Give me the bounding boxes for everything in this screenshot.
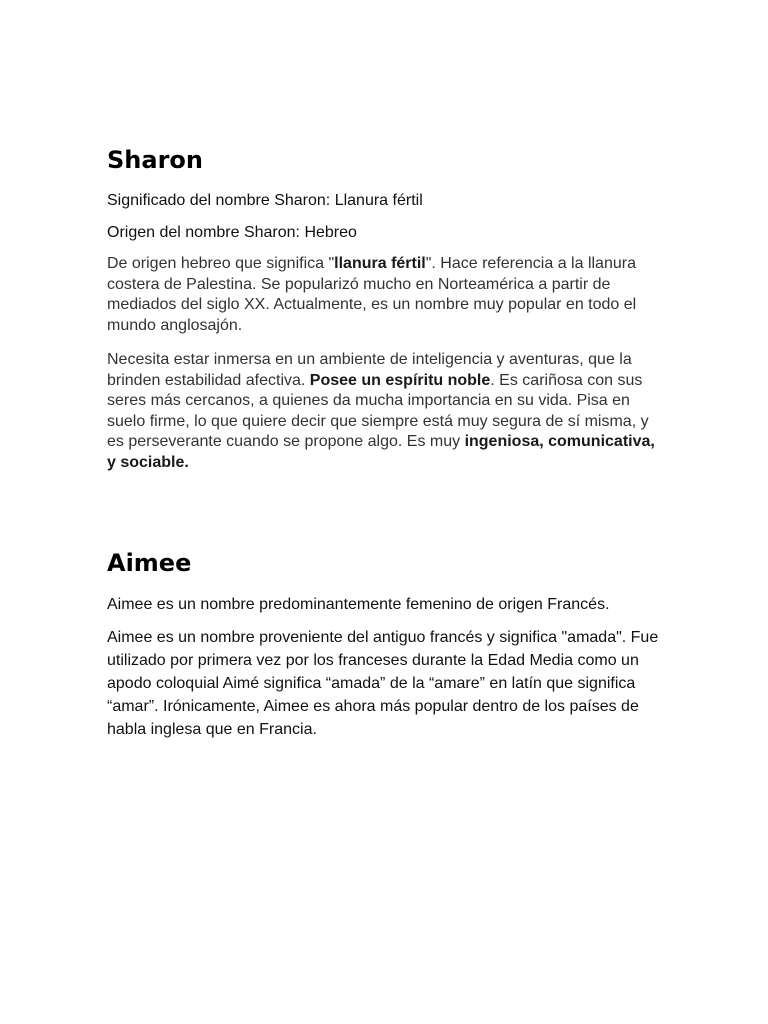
sharon-heading: Sharon bbox=[107, 146, 203, 174]
sharon-description-text: De origen hebreo que significa " bbox=[107, 255, 335, 272]
sharon-description-text-2: ". Hace referencia a la llanura costera de Palestina. Se popularizó mucho en Norteamérica a partir de mediados del siglo XX. Actualmente, es un nombre muy popular en todo el mundo anglosajón. bbox=[107, 255, 637, 334]
aimee-heading: Aimee bbox=[107, 549, 192, 577]
sharon-section bbox=[107, 143, 667, 473]
sharon-description bbox=[107, 254, 667, 336]
aimee-section bbox=[107, 546, 667, 741]
sharon-description-bold: llanura fértil bbox=[334, 255, 426, 272]
aimee-intro: Aimee es un nombre predominantemente femenino de origen Francés. bbox=[107, 596, 610, 613]
sharon-personality-text-2: . Es cariñosa con sus seres más cercanos, a quienes da mucha importancia en su vida. Pisa en suelo firme, lo que quiere decir que siempre está muy segura de sí misma, y es perseverante cuando se propone algo. Es muy bbox=[107, 371, 649, 450]
sharon-personality bbox=[107, 350, 667, 473]
aimee-description: Aimee es un nombre proveniente del antiguo francés y significa "amada". Fue utilizado por primera vez por los franceses durante la Edad Media como un apodo coloquial Aimé significa “amada” de la “amare” en latín que significa “amar”. Irónicamente, Aimee es ahora más popular dentro de los países de habla inglesa que en Francia. bbox=[107, 629, 659, 738]
sharon-origin-line: Origen del nombre Sharon: Hebreo bbox=[107, 224, 357, 241]
sharon-personality-bold-2: ingeniosa, comunicativa, y sociable. bbox=[107, 433, 655, 471]
sharon-personality-bold: Posee un espíritu noble bbox=[309, 371, 491, 389]
sharon-personality-text: Necesita estar inmersa en un ambiente de inteligencia y aventuras, que la brinden estabilidad afectiva. bbox=[107, 351, 632, 389]
sharon-meaning-line: Significado del nombre Sharon: Llanura fértil bbox=[107, 192, 423, 209]
